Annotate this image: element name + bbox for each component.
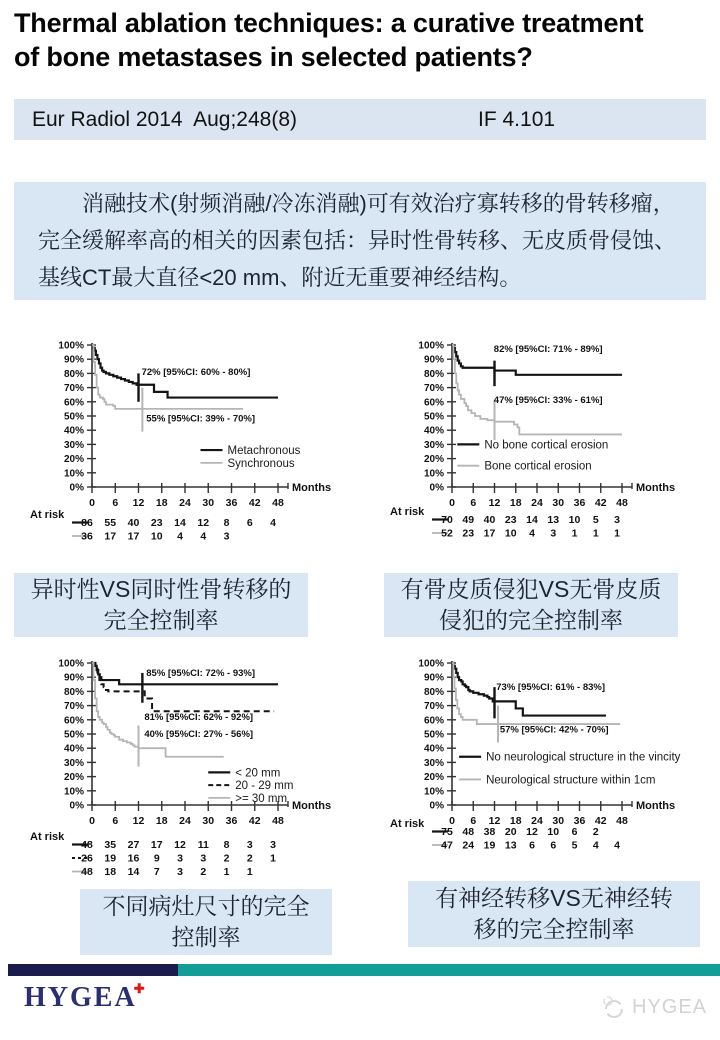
- svg-text:6: 6: [470, 815, 477, 827]
- svg-text:8: 8: [223, 839, 230, 851]
- svg-text:12: 12: [174, 839, 186, 851]
- svg-text:Metachronous: Metachronous: [227, 445, 301, 458]
- svg-text:48: 48: [272, 815, 284, 827]
- svg-text:30%: 30%: [423, 757, 444, 769]
- svg-text:Neurological structure within: Neurological structure within 1cm: [486, 774, 656, 787]
- caption-text: 有骨皮质侵犯VS无骨皮质侵犯的完全控制率: [400, 576, 662, 633]
- caption-neurological-structure: [408, 881, 700, 947]
- ci-annotation: 72% [95%CI: 60% - 80%]: [141, 366, 251, 378]
- axes: [58, 341, 331, 510]
- svg-text:50%: 50%: [63, 411, 84, 423]
- svg-text:18: 18: [155, 497, 168, 509]
- svg-text:60%: 60%: [423, 397, 444, 409]
- svg-text:4: 4: [529, 527, 535, 540]
- svg-text:5: 5: [592, 514, 599, 526]
- svg-text:12: 12: [132, 815, 145, 827]
- at-risk-table: [390, 818, 620, 852]
- svg-text:50%: 50%: [423, 729, 444, 741]
- svg-text:17: 17: [483, 527, 496, 540]
- svg-text:13: 13: [547, 514, 560, 526]
- svg-text:2: 2: [592, 826, 599, 838]
- svg-text:48: 48: [616, 497, 628, 509]
- svg-text:30: 30: [552, 497, 565, 509]
- svg-text:60%: 60%: [423, 715, 444, 727]
- svg-text:60%: 60%: [63, 715, 84, 727]
- svg-text:7: 7: [153, 866, 160, 878]
- svg-text:>= 30 mm: >= 30 mm: [235, 792, 288, 805]
- svg-text:10%: 10%: [423, 468, 444, 480]
- svg-text:Synchronous: Synchronous: [227, 457, 295, 470]
- svg-text:30: 30: [202, 497, 215, 509]
- svg-text:18: 18: [155, 815, 168, 827]
- svg-text:10: 10: [150, 530, 163, 543]
- svg-text:75: 75: [441, 826, 453, 838]
- svg-text:10%: 10%: [63, 468, 84, 480]
- journal-bar: [14, 99, 706, 140]
- svg-text:90%: 90%: [423, 354, 444, 366]
- svg-text:20%: 20%: [423, 454, 444, 466]
- at-risk-table: [30, 509, 276, 543]
- svg-text:10%: 10%: [63, 786, 84, 798]
- svg-text:24: 24: [179, 815, 191, 827]
- svg-text:0%: 0%: [69, 800, 84, 812]
- caption-cortical-erosion: [384, 573, 678, 637]
- svg-text:36: 36: [573, 815, 586, 827]
- svg-text:17: 17: [104, 530, 117, 543]
- svg-text:3: 3: [550, 527, 557, 540]
- km-series: [452, 345, 622, 440]
- svg-text:Months: Months: [292, 482, 332, 494]
- svg-text:17: 17: [127, 530, 140, 543]
- svg-text:27: 27: [127, 839, 140, 851]
- svg-text:Months: Months: [636, 482, 676, 494]
- svg-text:36: 36: [81, 530, 93, 543]
- svg-text:48: 48: [616, 815, 628, 827]
- svg-text:20: 20: [504, 826, 517, 838]
- svg-text:100%: 100%: [58, 658, 84, 670]
- svg-text:6: 6: [470, 497, 477, 509]
- svg-text:0: 0: [449, 815, 455, 827]
- ci-annotation: 47% [95%CI: 33% - 61%]: [493, 395, 603, 407]
- svg-text:40%: 40%: [423, 425, 444, 437]
- ci-annotation: 55% [95%CI: 39% - 70%]: [146, 413, 256, 425]
- svg-text:12: 12: [488, 815, 501, 827]
- svg-text:42: 42: [248, 497, 261, 509]
- svg-text:42: 42: [594, 497, 607, 509]
- svg-text:90%: 90%: [63, 672, 84, 684]
- svg-text:8: 8: [223, 517, 230, 529]
- svg-text:30%: 30%: [63, 439, 84, 451]
- svg-text:42: 42: [248, 815, 261, 827]
- svg-text:40%: 40%: [63, 425, 84, 437]
- svg-text:48: 48: [81, 866, 93, 878]
- hygea-logo: [24, 982, 148, 1014]
- hygea-watermark: [600, 994, 707, 1020]
- svg-text:At risk: At risk: [30, 831, 65, 843]
- svg-text:0: 0: [449, 497, 455, 509]
- svg-text:2: 2: [246, 852, 253, 865]
- svg-text:6: 6: [246, 517, 253, 529]
- svg-text:36: 36: [573, 497, 586, 509]
- svg-text:10%: 10%: [423, 786, 444, 798]
- svg-text:19: 19: [483, 839, 496, 852]
- legend: [459, 752, 681, 787]
- svg-text:80%: 80%: [423, 686, 444, 698]
- hygea-watermark-text: HYGEA: [632, 995, 708, 1018]
- svg-text:24: 24: [462, 839, 475, 852]
- svg-text:40: 40: [127, 517, 140, 529]
- svg-text:1: 1: [246, 866, 253, 878]
- svg-text:4: 4: [614, 839, 620, 852]
- page-title-line2: of bone metastases in selected patients?: [14, 42, 533, 72]
- km-curve: [452, 345, 622, 434]
- svg-text:86: 86: [81, 517, 93, 529]
- svg-text:35: 35: [104, 839, 117, 851]
- svg-text:48: 48: [81, 839, 93, 851]
- hygea-watermark-icon: [600, 994, 626, 1020]
- svg-text:70%: 70%: [63, 701, 84, 713]
- svg-text:50%: 50%: [63, 729, 84, 741]
- legend: [208, 767, 293, 805]
- legend: [457, 439, 608, 472]
- svg-text:< 20 mm: < 20 mm: [235, 767, 281, 780]
- legend: [201, 445, 301, 470]
- svg-text:48: 48: [272, 497, 284, 509]
- svg-text:42: 42: [594, 815, 607, 827]
- svg-text:14: 14: [174, 517, 186, 529]
- caption-text: 异时性VS同时性骨转移的完全控制率: [30, 576, 292, 633]
- svg-text:4: 4: [270, 517, 276, 529]
- svg-text:20%: 20%: [63, 454, 84, 466]
- svg-text:At risk: At risk: [30, 509, 65, 521]
- red-cross-icon: ✚: [133, 981, 145, 996]
- svg-text:24: 24: [531, 815, 543, 827]
- svg-text:30%: 30%: [423, 439, 444, 451]
- svg-text:38: 38: [483, 826, 496, 838]
- svg-text:18: 18: [104, 866, 117, 878]
- svg-text:6: 6: [550, 839, 557, 852]
- ci-annotation: 73% [95%CI: 61% - 83%]: [496, 681, 606, 693]
- svg-text:47: 47: [441, 839, 453, 852]
- svg-text:6: 6: [571, 826, 578, 838]
- svg-text:100%: 100%: [418, 340, 444, 352]
- svg-text:13: 13: [504, 839, 517, 852]
- caption-text: 不同病灶尺寸的完全控制率: [102, 893, 310, 950]
- svg-text:2: 2: [223, 852, 230, 865]
- svg-text:26: 26: [81, 852, 93, 865]
- svg-text:3: 3: [270, 839, 276, 851]
- km-chart-neurological-structure: [388, 651, 720, 887]
- svg-text:No bone cortical erosion: No bone cortical erosion: [484, 439, 609, 452]
- km-chart-lesion-size: [28, 651, 360, 887]
- svg-text:40%: 40%: [423, 743, 444, 755]
- summary-text-box: 消融技术(射频消融/冷冻消融)可有效治疗寡转移的骨转移瘤，完全缓解率高的相关的因素包括：异时性骨转移、无皮质骨侵蚀、基线CT最大直径<20 mm、附近无重要神经结构。: [14, 182, 706, 300]
- svg-text:30%: 30%: [63, 757, 84, 769]
- at-risk-table: [390, 506, 620, 540]
- svg-text:40%: 40%: [63, 743, 84, 755]
- svg-text:30: 30: [552, 815, 565, 827]
- svg-text:60%: 60%: [63, 397, 84, 409]
- km-chart-metachronous-vs-synchronous: [28, 333, 360, 569]
- svg-text:3: 3: [614, 514, 620, 526]
- svg-text:55: 55: [104, 517, 117, 529]
- hygea-logo-text: HYGEA: [24, 982, 137, 1013]
- svg-text:17: 17: [150, 839, 163, 851]
- svg-text:90%: 90%: [423, 672, 444, 684]
- svg-text:1: 1: [571, 527, 578, 540]
- svg-text:6: 6: [529, 839, 535, 852]
- ci-annotation: 85% [95%CI: 72% - 93%]: [146, 667, 256, 679]
- ci-annotation: 57% [95%CI: 42% - 70%]: [499, 724, 609, 736]
- svg-text:10: 10: [568, 514, 581, 526]
- svg-text:1: 1: [223, 866, 230, 878]
- footer-bar-navy: [8, 964, 178, 976]
- svg-text:23: 23: [462, 527, 475, 540]
- km-chart-cortical-erosion: [388, 333, 720, 569]
- svg-text:3: 3: [246, 839, 253, 851]
- at-risk-table: [30, 831, 276, 878]
- svg-text:0%: 0%: [429, 800, 444, 812]
- svg-text:36: 36: [225, 497, 238, 509]
- svg-text:0: 0: [89, 497, 95, 509]
- svg-text:3: 3: [177, 852, 183, 865]
- svg-text:16: 16: [127, 852, 140, 865]
- journal-reference: Eur Radiol 2014 Aug;248(8): [32, 108, 298, 131]
- svg-text:14: 14: [526, 514, 538, 526]
- svg-text:18: 18: [509, 497, 522, 509]
- svg-text:14: 14: [127, 866, 140, 878]
- svg-text:12: 12: [526, 826, 538, 838]
- svg-text:19: 19: [104, 852, 117, 865]
- svg-text:12: 12: [488, 497, 501, 509]
- svg-text:70%: 70%: [423, 383, 444, 395]
- svg-text:3: 3: [200, 852, 207, 865]
- caption-text: 有神经转移VS无神经转移的完全控制率: [435, 885, 673, 942]
- svg-text:80%: 80%: [63, 368, 84, 380]
- svg-text:1: 1: [614, 527, 620, 540]
- svg-text:70: 70: [441, 514, 453, 526]
- svg-text:80%: 80%: [63, 686, 84, 698]
- svg-text:49: 49: [462, 514, 475, 526]
- svg-text:10: 10: [547, 826, 560, 838]
- caption-metachronous-vs-synchronous: [14, 573, 308, 637]
- svg-text:1: 1: [592, 527, 599, 540]
- svg-text:0: 0: [89, 815, 95, 827]
- svg-text:70%: 70%: [63, 383, 84, 395]
- svg-text:5: 5: [571, 839, 578, 852]
- svg-text:At risk: At risk: [390, 818, 425, 830]
- svg-text:3: 3: [177, 866, 183, 878]
- svg-text:18: 18: [509, 815, 522, 827]
- svg-text:40: 40: [483, 514, 496, 526]
- svg-text:100%: 100%: [418, 658, 444, 670]
- svg-text:No neurological structure in t: No neurological structure in the vincity: [486, 751, 681, 764]
- svg-text:24: 24: [179, 497, 191, 509]
- svg-text:36: 36: [225, 815, 238, 827]
- svg-text:52: 52: [441, 527, 453, 540]
- svg-text:3: 3: [223, 530, 230, 543]
- impact-factor: IF 4.101: [478, 108, 556, 131]
- svg-text:11: 11: [197, 839, 209, 851]
- page-title: [14, 6, 714, 74]
- svg-text:50%: 50%: [423, 411, 444, 423]
- svg-text:20 - 29 mm: 20 - 29 mm: [235, 780, 294, 793]
- svg-text:0%: 0%: [69, 482, 84, 494]
- svg-text:Months: Months: [636, 800, 676, 812]
- svg-text:6: 6: [112, 497, 119, 509]
- ci-annotation: 82% [95%CI: 71% - 89%]: [493, 344, 603, 356]
- svg-text:0%: 0%: [429, 482, 444, 494]
- ci-annotation: 40% [95%CI: 27% - 56%]: [144, 728, 254, 740]
- svg-text:12: 12: [197, 517, 210, 529]
- caption-lesion-size: [80, 889, 332, 955]
- svg-text:48: 48: [462, 826, 475, 838]
- svg-text:6: 6: [112, 815, 119, 827]
- svg-text:23: 23: [504, 514, 517, 526]
- svg-text:1: 1: [270, 852, 276, 865]
- svg-text:9: 9: [153, 852, 160, 865]
- svg-text:Bone cortical erosion: Bone cortical erosion: [484, 460, 592, 473]
- ci-annotation: 81% [95%CI: 62% - 92%]: [144, 711, 254, 723]
- footer-bar-teal: [178, 964, 720, 976]
- svg-text:20%: 20%: [423, 772, 444, 784]
- svg-text:4: 4: [592, 839, 599, 852]
- svg-text:4: 4: [200, 530, 207, 543]
- axes: [418, 341, 675, 510]
- svg-text:30: 30: [202, 815, 215, 827]
- svg-text:At risk: At risk: [390, 506, 425, 518]
- svg-text:70%: 70%: [423, 701, 444, 713]
- svg-text:20%: 20%: [63, 772, 84, 784]
- svg-text:80%: 80%: [423, 368, 444, 380]
- svg-text:24: 24: [531, 497, 543, 509]
- svg-text:100%: 100%: [58, 340, 84, 352]
- svg-text:10: 10: [504, 527, 517, 540]
- svg-text:23: 23: [150, 517, 163, 529]
- svg-text:12: 12: [132, 497, 145, 509]
- page-title-line1: Thermal ablation techniques: a curative treatment: [14, 8, 644, 38]
- svg-text:Months: Months: [292, 800, 332, 812]
- svg-text:90%: 90%: [63, 354, 84, 366]
- svg-text:4: 4: [177, 530, 183, 543]
- svg-text:2: 2: [200, 866, 207, 878]
